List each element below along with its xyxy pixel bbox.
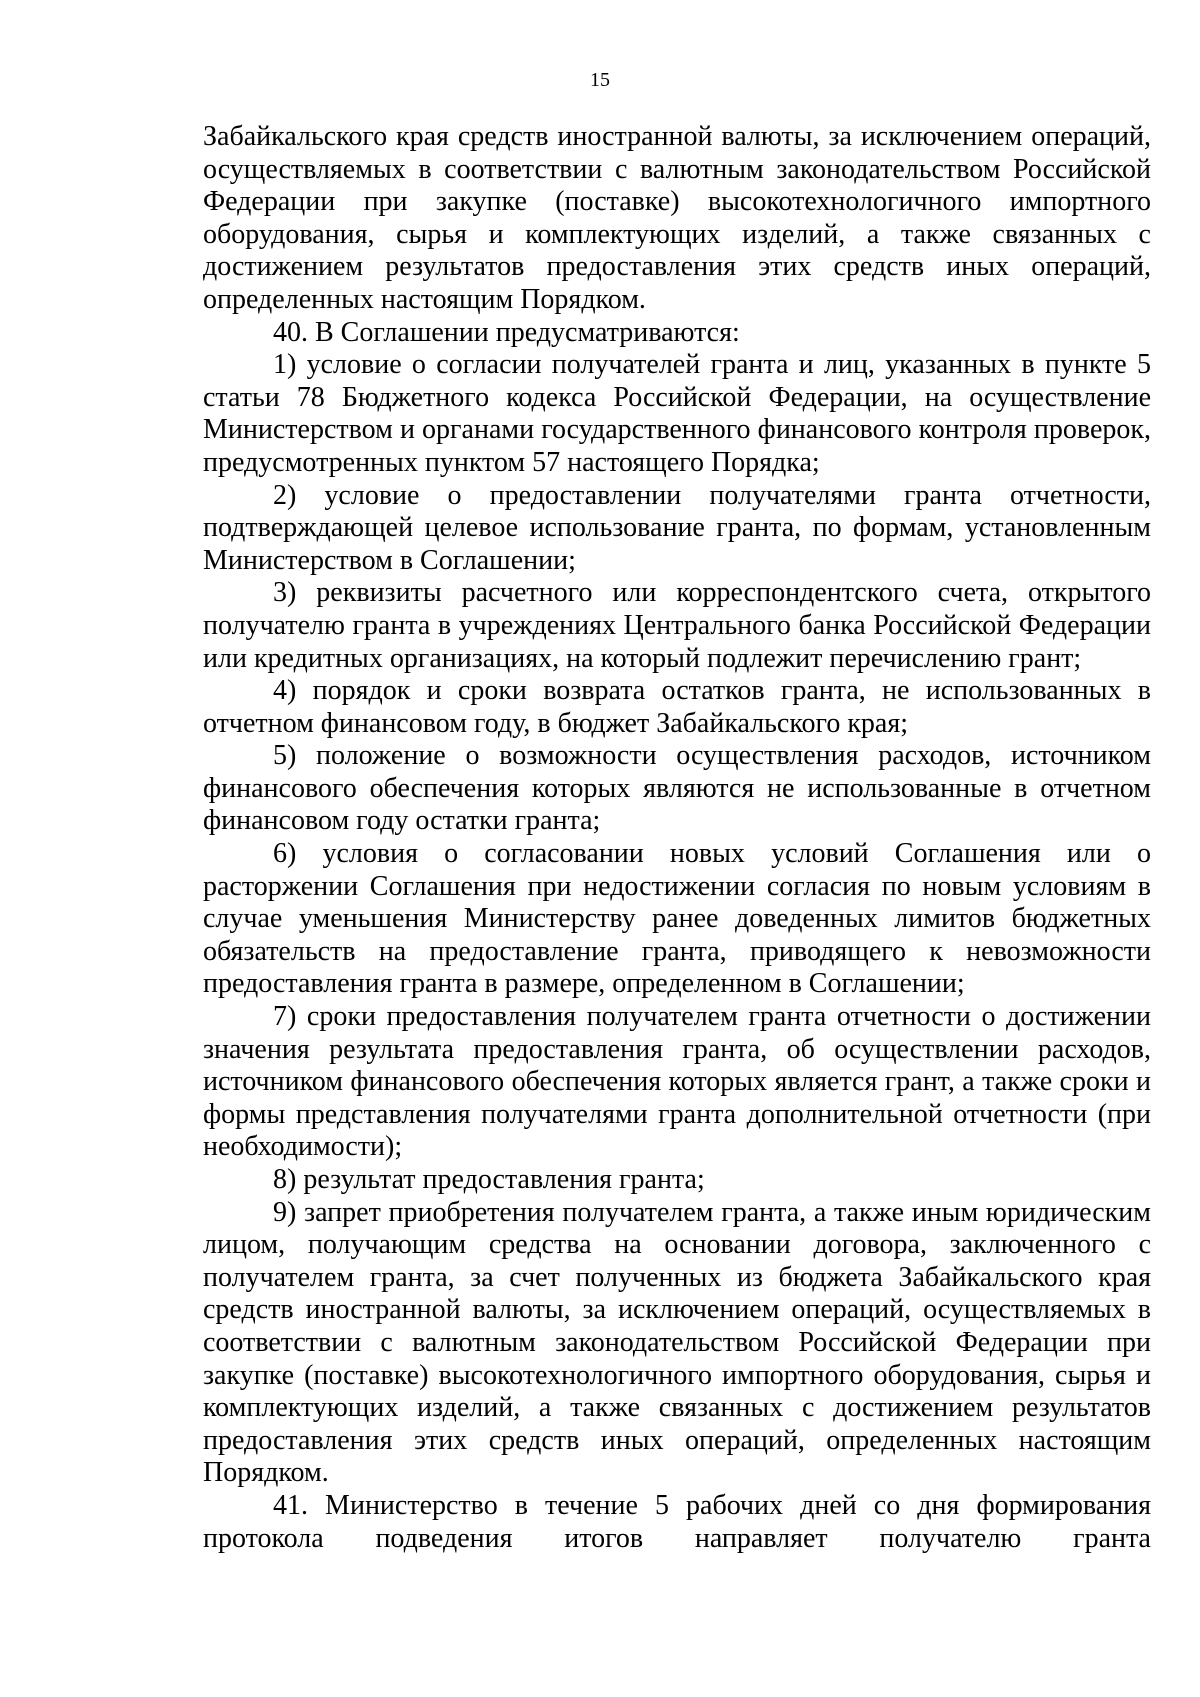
page-number: 15 xyxy=(590,69,610,91)
document-body xyxy=(203,121,1151,1555)
paragraph-subitem-3: 3) реквизиты расчетного или корреспондентского счета, открытого получателю гранта в учреждениях Центрального банка Российской Федерации или кредитных организациях, на который подлежит перечислению грант; xyxy=(203,577,1151,674)
paragraph-subitem-6: 6) условия о согласовании новых условий Соглашения или о расторжении Соглашения при недостижении согласия по новым условиям в случае уменьшения Министерству ранее доведенных лимитов бюджетных обязательств на предоставление гранта, приводящего к невозможности предоставления гранта в размере, определенном в Соглашении; xyxy=(203,838,1151,1000)
paragraph-subitem-4: 4) порядок и сроки возврата остатков гранта, не использованных в отчетном финансовом году, в бюджет Забайкальского края; xyxy=(203,675,1151,739)
paragraph-subitem-5: 5) положение о возможности осуществления расходов, источником финансового обеспечения которых являются не использованные в отчетном финансовом году остатки гранта; xyxy=(203,740,1151,837)
paragraph-subitem-7: 7) сроки предоставления получателем гранта отчетности о достижении значения результата предоставления гранта, об осуществлении расходов, источником финансового обеспечения которых является грант, а также сроки и формы представления получателями гранта дополнительной отчетности (при необходимости); xyxy=(203,1001,1151,1163)
paragraph-item-41: 41. Министерство в течение 5 рабочих дней со дня формирования протокола подведения итогов направляет получателю гранта xyxy=(203,1489,1151,1554)
paragraph-subitem-2: 2) условие о предоставлении получателями гранта отчетности, подтверждающей целевое использование гранта, по формам, установленным Министерством в Соглашении; xyxy=(203,479,1151,576)
paragraph-subitem-1: 1) условие о согласии получателей гранта и лиц, указанных в пункте 5 статьи 78 Бюджетного кодекса Российской Федерации, на осуществление Министерством и органами государственного финансового контроля проверок, предусмотренных пунктом 57 настоящего Порядка; xyxy=(203,349,1151,478)
paragraph-continuation: Забайкальского края средств иностранной валюты, за исключением операций, осуществляемых в соответствии с валютным законодательством Российской Федерации при закупке (поставке) высокотехнологичного импортного оборудования, сырья и комплектующих изделий, а также связанных с достижением результатов предоставления этих средств иных операций, определенных настоящим Порядком. xyxy=(203,121,1151,315)
paragraph-item-40: 40. В Соглашении предусматриваются: xyxy=(273,316,740,348)
paragraph-subitem-9: 9) запрет приобретения получателем гранта, а также иным юридическим лицом, получающим средства на основании договора, заключенного с получателем гранта, за счет полученных из бюджета Забайкальского края средств иностранной валюты, за исключением операций, осуществляемых в соответствии с валютным законодательством Российской Федерации при закупке (поставке) высокотехнологичного импортного оборудования, сырья и комплектующих изделий, а также связанных с достижением результатов предоставления этих средств иных операций, определенных настоящим Порядком. xyxy=(203,1196,1151,1489)
paragraph-subitem-8: 8) результат предоставления гранта; xyxy=(273,1164,705,1195)
